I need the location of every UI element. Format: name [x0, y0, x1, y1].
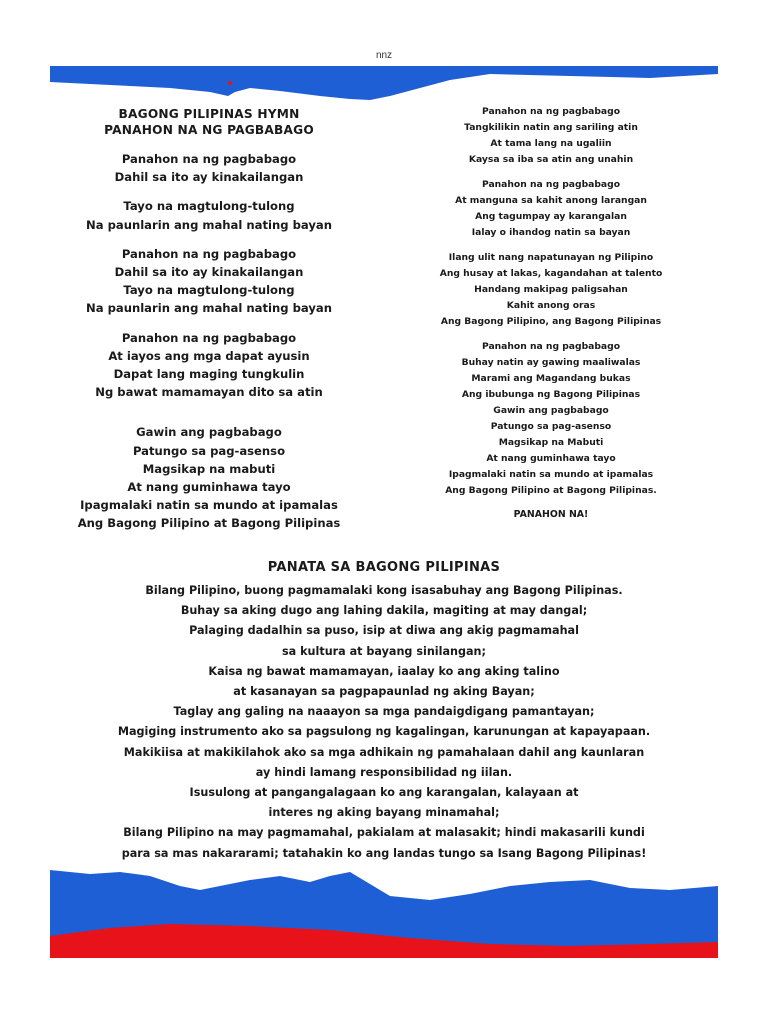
hymn-stanza — [50, 245, 368, 318]
hymn-line: Gawin ang pagbabago — [493, 405, 609, 416]
hymn-stanza — [398, 104, 704, 168]
hymn-line: Gawin ang pagbabago — [136, 425, 282, 440]
hymn-closing-line: PANAHON NA! — [513, 509, 589, 520]
hymn-stanza — [398, 250, 704, 330]
hymn-line: Patungo sa pag-asenso — [490, 421, 612, 432]
hymn-line: At nang guminhawa tayo — [127, 480, 291, 495]
panata-line: Magiging instrumento ako sa pagsulong ng kagalingan, karunungan at kapayapaan. — [117, 725, 651, 739]
panata-section — [84, 560, 684, 864]
hymn-right-column — [398, 104, 704, 520]
hymn-line: Marami ang Magandang bukas — [471, 373, 631, 384]
hymn-line: Ipagmalaki natin sa mundo at ipamalas — [80, 498, 338, 513]
panata-line: Kaisa ng bawat mamamayan, iaalay ko ang aking talino — [208, 664, 560, 678]
hymn-title: BAGONG PILIPINAS HYMN — [118, 107, 300, 121]
hymn-line: Kahit anong oras — [506, 300, 596, 311]
hymn-line: Panahon na ng pagbabago — [481, 341, 621, 352]
hymn-line: Na paunlarin ang mahal nating bayan — [86, 217, 332, 232]
page-header-text: nnz — [375, 50, 393, 61]
hymn-line: Kaysa sa iba sa atin ang unahin — [468, 154, 634, 165]
hymn-line: At nang guminhawa tayo — [486, 453, 616, 464]
hymn-line: Ang Bagong Pilipino at Bagong Pilipinas — [77, 516, 341, 531]
hymn-stanza — [50, 329, 368, 402]
bottom-flag-decoration — [50, 866, 718, 958]
hymn-line: Panahon na ng pagbabago — [121, 330, 297, 345]
hymn-line: At manguna sa kahit anong larangan — [455, 195, 647, 206]
hymn-line: Ialay o ihandog natin sa bayan — [471, 227, 631, 238]
hymn-line: Ang husay at lakas, kagandahan at talento — [439, 268, 663, 279]
hymn-line: Dahil sa ito ay kinakailangan — [114, 265, 304, 280]
panata-line: Taglay ang galing na naaayon sa mga pandaigdigang pamantayan; — [173, 705, 595, 719]
hymn-line: Handang makipag paligsahan — [474, 284, 628, 295]
panata-line: Buhay sa aking dugo ang lahing dakila, magiting at may dangal; — [180, 604, 588, 618]
top-blue-band — [50, 66, 718, 100]
hymn-line: Panahon na ng pagbabago — [481, 106, 621, 117]
hymn-stanza — [50, 197, 368, 233]
hymn-line: Tayo na magtulong-tulong — [123, 199, 295, 214]
hymn-line: Tangkilikin natin ang sariling atin — [464, 122, 638, 133]
panata-line: Isusulong at pangangalagaan ko ang karangalan, kalayaan at — [189, 786, 579, 800]
panata-line: Makikiisa at makikilahok ako sa mga adhikain ng pamahalaan dahil ang kaunlaran — [123, 745, 645, 759]
hymn-line: Magsikap na Mabuti — [498, 437, 604, 448]
hymn-line: At tama lang na ugaliin — [490, 138, 612, 149]
hymn-line: Ang tagumpay ay karangalan — [475, 211, 627, 222]
hymn-line: Patungo sa pag-asenso — [132, 443, 286, 458]
hymn-line: Ang Bagong Pilipino at Bagong Pilipinas. — [445, 485, 657, 496]
hymn-line: Ang Bagong Pilipino, ang Bagong Pilipinas — [440, 316, 662, 327]
hymn-line: Tayo na magtulong-tulong — [123, 283, 295, 298]
hymn-line: Ilang ulit nang napatunayan ng Pilipino — [448, 252, 654, 263]
hymn-line: Magsikap na mabuti — [142, 461, 276, 476]
hymn-stanza — [50, 150, 368, 186]
hymn-line: Dapat lang maging tungkulin — [113, 367, 305, 382]
hymn-line: Ipagmalaki natin sa mundo at ipamalas — [448, 469, 654, 480]
hymn-line: Ang ibubunga ng Bagong Pilipinas — [461, 389, 641, 400]
panata-line: at kasanayan sa pagpapaunlad ng aking Bayan; — [233, 685, 535, 699]
panata-line: Bilang Pilipino na may pagmamahal, pakialam at malasakit; hindi makasarili kundi — [123, 826, 645, 840]
panata-title: PANATA SA BAGONG PILIPINAS — [267, 560, 501, 575]
hymn-stanza — [398, 339, 704, 499]
hymn-line: At iayos ang mga dapat ayusin — [108, 348, 310, 363]
top-red-dot — [228, 81, 232, 85]
hymn-left-column — [50, 106, 368, 533]
hymn-line: Panahon na ng pagbabago — [481, 179, 621, 190]
hymn-line: Buhay natin ay gawing maaliwalas — [461, 357, 641, 368]
panata-line: para sa mas nakararami; tatahakin ko ang landas tungo sa Isang Bagong Pilipinas! — [121, 846, 647, 860]
panata-line: ay hindi lamang responsibilidad ng iilan. — [255, 765, 513, 779]
hymn-subtitle: PANAHON NA NG PAGBABAGO — [104, 123, 314, 137]
hymn-line: Panahon na ng pagbabago — [121, 246, 297, 261]
panata-line: Bilang Pilipino, buong pagmamalaki kong isasabuhay ang Bagong Pilipinas. — [145, 584, 623, 597]
hymn-stanza — [398, 177, 704, 241]
hymn-line: Ng bawat mamamayan dito sa atin — [95, 385, 323, 400]
panata-line: interes ng aking bayang minamahal; — [268, 806, 500, 820]
panata-line: Palaging dadalhin sa puso, isip at diwa ang akig pagmamahal — [189, 624, 579, 638]
hymn-stanza — [50, 423, 368, 532]
hymn-line: Panahon na ng pagbabago — [121, 152, 297, 166]
hymn-line: Na paunlarin ang mahal nating bayan — [86, 301, 332, 316]
panata-line: sa kultura at bayang sinilangan; — [282, 644, 486, 658]
hymn-line: Dahil sa ito ay kinakailangan — [114, 170, 304, 185]
